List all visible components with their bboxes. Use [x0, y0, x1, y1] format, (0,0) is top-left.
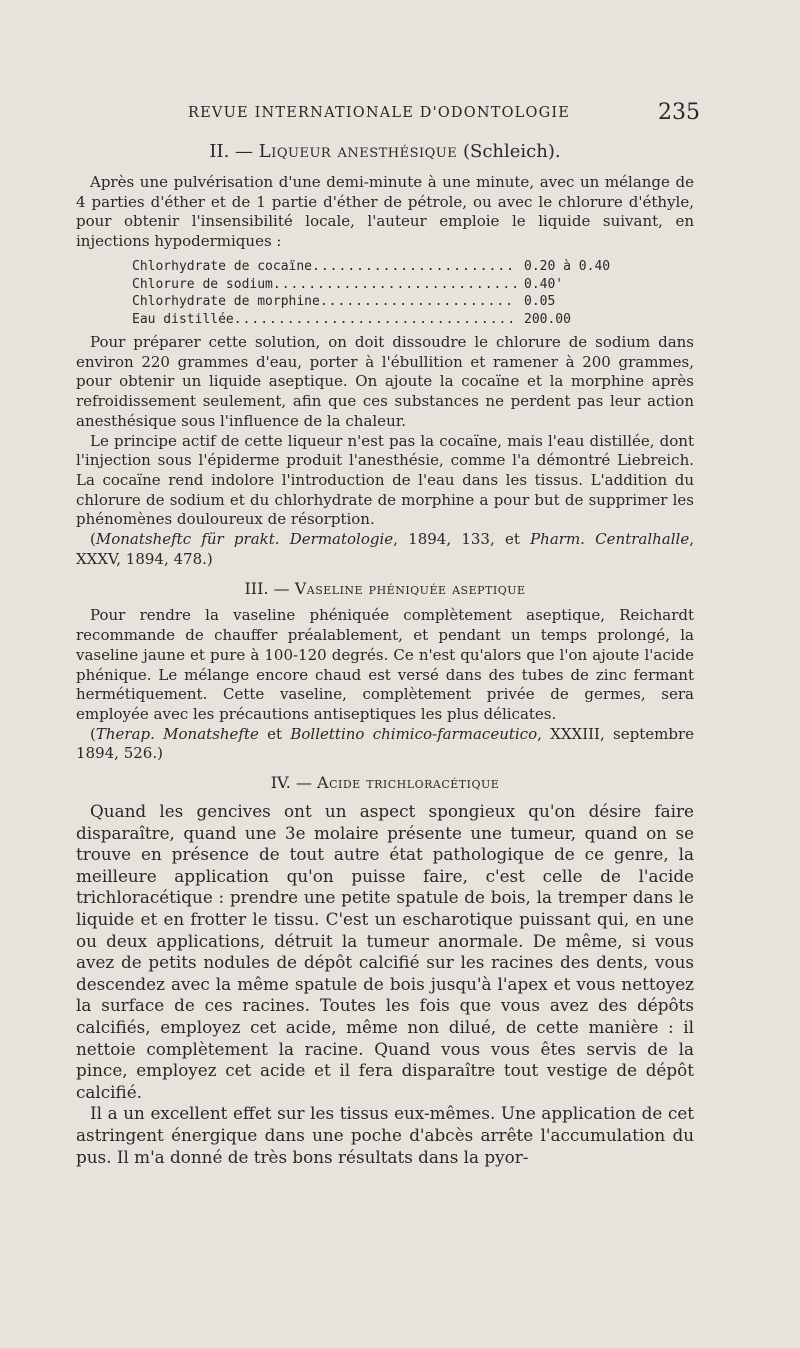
section-iii-heading: [76, 578, 694, 600]
source-text: , XXXIII, septembre 1894, 526.): [76, 724, 694, 763]
running-title: REVUE INTERNATIONALE D'ODONTOLOGIE: [188, 105, 571, 121]
formula-ingredient: Chlorure de sodium: [132, 276, 273, 292]
section-ii-intro: Après une pulvérisation d'une demi-minute à une minute, avec un mélange de 4 parties d'éther et de 1 partie d'éther de pétrole, ou avec le chlorure d'éthyle, pour obtenir l'insensibilité locale, l'auteur emploie le liquide suivant, en injections hypodermiques :: [76, 173, 694, 251]
formula-table: [132, 258, 642, 329]
page-number: 235: [658, 100, 700, 125]
source-text: , 1894, 133, et: [393, 530, 531, 549]
formula-ingredient: Eau distillée: [132, 312, 234, 328]
source-text: , XXXV, 1894, 478.): [76, 530, 694, 568]
section-iv-paragraph-1: Quand les gencives ont un aspect spongieux qu'on désire faire disparaître, quand une 3e molaire présente une tumeur, quand on se trouve en présence de tout autre état pathologique de ce genre, la meilleure application qu'on puisse faire, c'est celle de l'acide trichloracétique : prendre une petite spatule de bois, la tremper dans le liquide et en frotter le tissu. C'est un escharotique puissant qui, en une ou deux applications, détruit la tumeur anormale. De même, si vous avez de petits nodules de dépôt calcifié sur les racines des dents, vous descendez avec la même spatule de bois jusqu'à l'apex et vous nettoyez la surface de ces racines. Toutes les fois que vous avez des dépôts calcifiés, employez cet acide, même non dilué, de cette manière : il nettoie complètement la racine. Quand vous vous êtes servis de la pince, employez cet acide et il fera disparaître tout vestige de dépôt calcifié.: [76, 801, 694, 1102]
section-ii-title-suffix: (Schleich).: [462, 141, 561, 162]
source-journal: Bollettino chimico-farmaceutico: [290, 724, 538, 743]
source-paren: (: [90, 724, 96, 743]
section-ii-source: [76, 530, 694, 569]
section-ii-number: II. —: [209, 141, 254, 162]
leader-dots: [234, 311, 516, 329]
section-iii-number: III. —: [244, 579, 290, 599]
section-iv-heading: [76, 772, 694, 794]
formula-quantity: 0.40': [524, 276, 564, 292]
source-paren: (: [90, 530, 96, 549]
source-journal: Monatsheftc für prakt. Dermatologie: [95, 530, 394, 549]
formula-row: [132, 293, 642, 311]
formula-row: [132, 276, 642, 294]
section-ii-heading: [76, 140, 694, 164]
formula-ingredient: Chlorhydrate de morphine: [132, 294, 320, 310]
section-ii-paragraph-1: Pour préparer cette solution, on doit dissoudre le chlorure de sodium dans environ 220 grammes d'eau, porter à l'ébullition et ramener à 200 grammes, pour obtenir un liquide aseptique. On ajoute la cocaïne et la morphine après refroidissement seulement, afin que ces substances ne perdent pas leur action anesthésique sous l'influence de la chaleur.: [76, 333, 694, 430]
section-iii-paragraph-1: Pour rendre la vaseline phéniquée complètement aseptique, Reichardt recommande de chauffer préalablement, et pendant un temps prolongé, la vaseline jaune et pure à 100-120 degrés. Ce n'est qu'alors que l'on ajoute l'acide phénique. Le mélange encore chaud est versé dans des tubes de zinc fermant hermétiquement. Cette vaseline, complètement privée de germes, sera employée avec les précautions antiseptiques les plus délicates.: [76, 606, 694, 723]
section-iii-source: [76, 725, 694, 764]
formula-ingredient: Chlorhydrate de cocaïne: [132, 258, 313, 274]
formula-row: [132, 311, 642, 329]
source-text: et: [258, 724, 291, 743]
source-journal: Therap. Monatshefte: [95, 724, 259, 743]
source-journal: Pharm. Centralhalle: [530, 530, 690, 549]
page-body: [76, 140, 694, 1168]
leader-dots: [320, 293, 516, 311]
leader-dots: [273, 276, 516, 294]
section-iv-number: IV. —: [270, 773, 312, 793]
formula-quantity: 0.20 à 0.40: [524, 258, 611, 274]
section-iii-title: Vaseline phéniquée aseptique: [294, 579, 526, 599]
formula-row: [132, 258, 642, 276]
section-iv-paragraph-2: Il a un excellent effet sur les tissus eux-mêmes. Une application de cet astringent énergique dans une poche d'abcès arrête l'accumulation du pus. Il m'a donné de très bons résultats dans la pyor-: [76, 1103, 694, 1167]
section-ii-paragraph-2: Le principe actif de cette liqueur n'est pas la cocaïne, mais l'eau distillée, dont l'injection sous l'épiderme produit l'anesthésie, comme l'a démontré Liebreich. La cocaïne rend indolore l'introduction de l'eau dans les tissus. L'addition du chlorure de sodium et du chlorhydrate de morphine a pour but de supprimer les phénomènes douloureux de résorption.: [76, 431, 694, 529]
formula-quantity: 200.00: [524, 312, 571, 328]
formula-quantity: 0.05: [524, 294, 556, 310]
leader-dots: [312, 258, 516, 276]
section-iv-title: Acide trichloracétique: [317, 773, 500, 793]
section-ii-title: Liqueur anesthésique: [258, 141, 458, 162]
